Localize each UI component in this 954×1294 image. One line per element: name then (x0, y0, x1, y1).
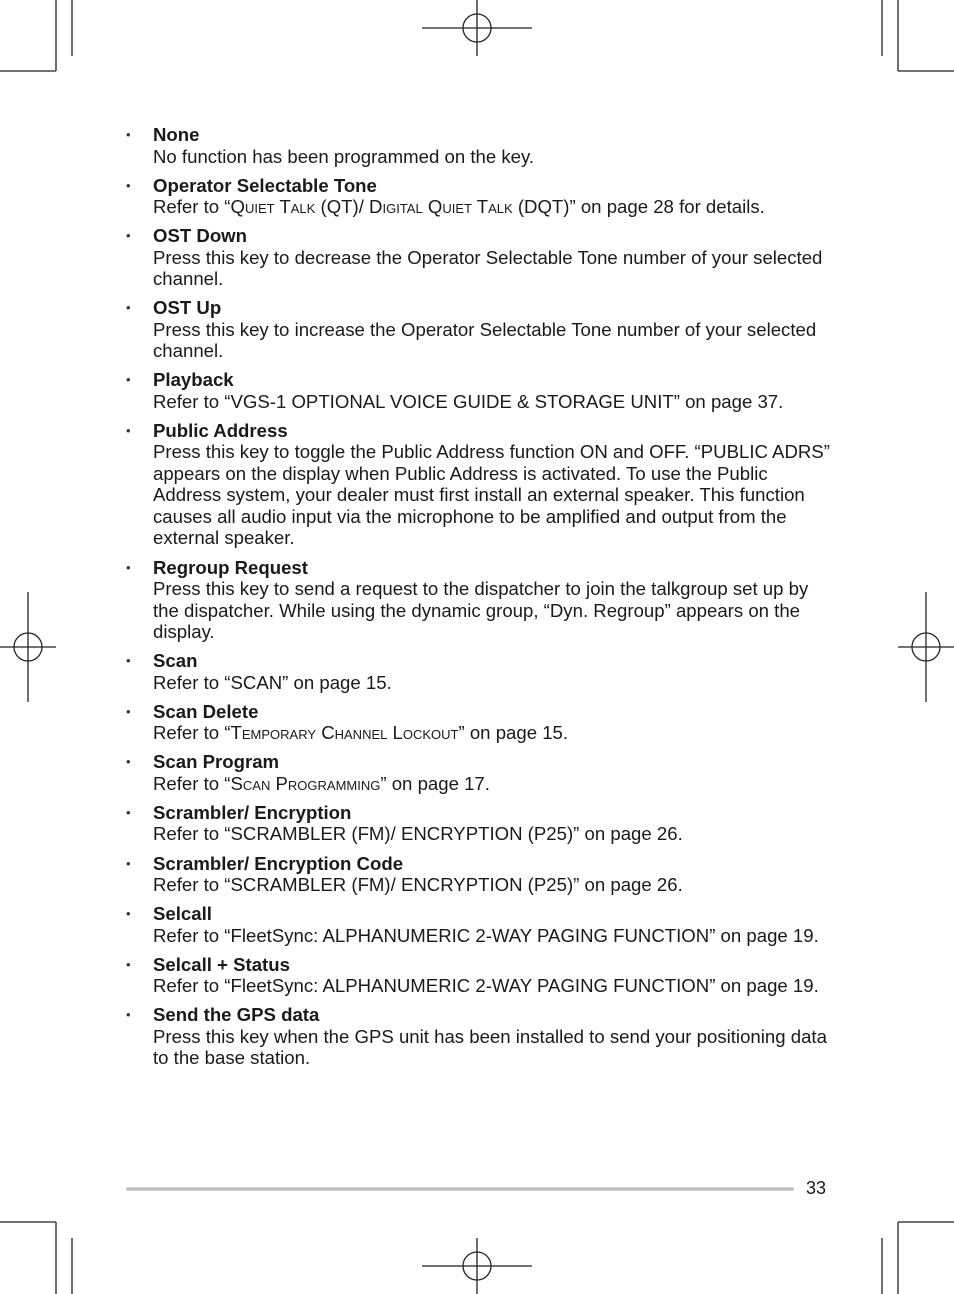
item-description: Press this key to increase the Operator Selectable Tone number of your selected channel. (153, 318, 817, 362)
item-description: Refer to “FleetSync: ALPHANUMERIC 2-WAY PAGING FUNCTION” on page 19. (153, 975, 819, 997)
function-list (126, 124, 836, 1076)
bullet: • (126, 127, 131, 142)
item-description: Press this key to send a request to the dispatcher to join the talkgroup set up by the dispatcher. While using the dynamic group, “Dyn. Regroup” appears on the display. (153, 578, 809, 643)
item-term: Public Address (153, 419, 288, 441)
item-term: Operator Selectable Tone (153, 174, 377, 196)
bullet: • (126, 559, 131, 575)
item-term: None (153, 124, 200, 145)
bullet: • (126, 855, 131, 871)
item-term: Scrambler/ Encryption (153, 801, 352, 823)
list-item (126, 903, 836, 946)
bullet: • (126, 372, 131, 388)
list-item (126, 802, 836, 845)
page-number: 33 (806, 1178, 827, 1198)
item-term: Scan (153, 650, 198, 672)
item-term: Scan Program (153, 751, 280, 773)
list-item (126, 225, 836, 290)
footer-rule (126, 1187, 794, 1191)
item-description: Refer to “FleetSync: ALPHANUMERIC 2-WAY PAGING FUNCTION” on page 19. (153, 924, 819, 946)
bullet: • (126, 956, 131, 972)
item-description: Refer to “SCRAMBLER (FM)/ ENCRYPTION (P25)” on page 26. (153, 874, 683, 896)
item-description: Press this key to decrease the Operator Selectable Tone number of your selected channel. (153, 246, 823, 290)
item-description: Refer to “Quiet Talk (QT)/ Digital Quiet Talk (DQT)” on page 28 for details. (153, 196, 765, 218)
list-item (126, 175, 836, 218)
bullet: • (126, 906, 131, 922)
bullet: • (126, 1007, 131, 1023)
item-description: Refer to “Temporary Channel Lockout” on page 15. (153, 722, 569, 744)
bullet: • (126, 177, 131, 193)
list-item (126, 557, 836, 643)
item-description: Refer to “SCRAMBLER (FM)/ ENCRYPTION (P25)” on page 26. (153, 823, 683, 845)
item-description: Refer to “VGS-1 OPTIONAL VOICE GUIDE & STORAGE UNIT” on page 37. (153, 390, 784, 412)
item-description: Press this key when the GPS unit has been installed to send your positioning data to the base station. (153, 1025, 827, 1069)
list-item (126, 297, 836, 362)
list-item (126, 1004, 836, 1069)
list-item (126, 369, 836, 412)
list-item (126, 420, 836, 549)
bullet: • (126, 754, 131, 770)
item-description: Refer to “Scan Programming” on page 17. (153, 772, 490, 794)
item-term: Scrambler/ Encryption Code (153, 852, 404, 874)
item-term: OST Up (153, 297, 222, 319)
item-term: Selcall + Status (153, 953, 290, 975)
item-term: Regroup Request (153, 556, 308, 578)
list-item (126, 650, 836, 693)
item-description: Press this key to toggle the Public Address function ON and OFF. “PUBLIC ADRS” appears on the display when Public Address is activated. To use the Public Address system, your dealer must first install an external speaker. This function causes all audio input via the microphone to be amplified and output from the external speaker. (153, 441, 830, 549)
item-term: Send the GPS data (153, 1004, 320, 1026)
bullet: • (126, 422, 131, 438)
bullet: • (126, 804, 131, 820)
bullet: • (126, 653, 131, 669)
item-description: Refer to “SCAN” on page 15. (153, 671, 392, 693)
item-term: Playback (153, 369, 234, 391)
list-item (126, 124, 836, 167)
list-item (126, 954, 836, 997)
item-term: Scan Delete (153, 700, 259, 722)
bullet: • (126, 228, 131, 244)
list-item (126, 751, 836, 794)
list-item (126, 853, 836, 896)
item-description: No function has been programmed on the key. (153, 145, 535, 167)
list-item (126, 701, 836, 744)
bullet: • (126, 703, 131, 719)
item-term: Selcall (153, 903, 212, 925)
item-term: OST Down (153, 225, 247, 247)
bullet: • (126, 300, 131, 316)
